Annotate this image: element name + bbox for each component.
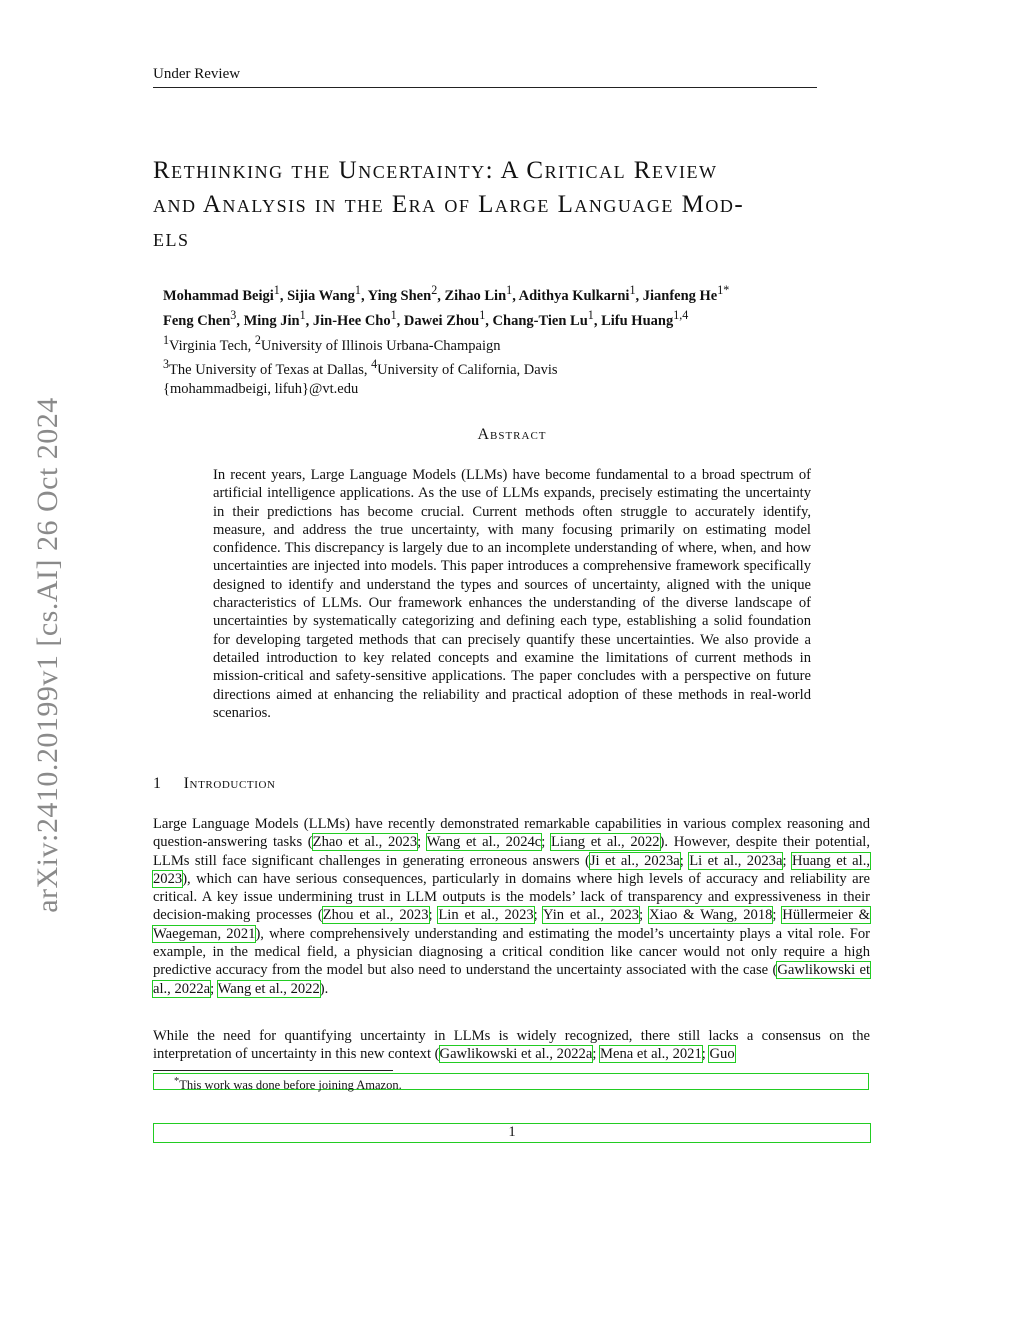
author-affiliation-mark: 1 (587, 307, 594, 322)
section-title: Introduction (183, 775, 276, 792)
citation-link[interactable]: Huang et al., 2023 (153, 852, 871, 887)
affiliation-line-1: $^1$Virginia Tech, $^2$University of Illinois Urbana-Champaign (163, 332, 501, 354)
author-name: Adithya Kulkarni (518, 287, 630, 304)
author-name: Ying Shen (367, 287, 432, 304)
running-header: Under Review (153, 66, 817, 88)
footnote-rule (153, 1070, 393, 1071)
section-number: 1 (153, 775, 162, 792)
author-line-1: Mohammad Beigi$^1$, Sijia Wang$^1$, Ying Shen$^2$, Zihao Lin$^1$, Adithya Kulkarni$^1$, Jianfeng $He^{1*}$ (163, 283, 730, 304)
author-affiliation-mark: 2 (431, 283, 438, 297)
author-affiliation-mark: 1 (629, 283, 636, 297)
author-affiliation-mark: 1* (717, 283, 730, 297)
citation-link[interactable]: Liang et al., 2022 (551, 834, 660, 851)
author-name: Sijia Wang (287, 287, 355, 304)
author-affiliation-mark: 1,4 (673, 307, 689, 322)
author-name: Dawei Zhou (403, 312, 480, 329)
title-line-2: and Analysis in the Era of Large Language Mod- (153, 191, 745, 218)
intro-paragraph-1: Large Language Models (LLMs) have recently demonstrated remarkable capabilities in various complex reasoning and question-answering tasks (Zhao et al., 2023; Wang et al., 2024c; Liang et al., 2022). However, despite their potential, LLMs still face significant challenges in generating erroneous answers (Ji et al., 2023a; Li et al., 2023a; Huang et al., 2023), which can have serious consequences, particularly in domains where high levels of accuracy and reliability are critical. A key issue undermining trust in LLM outputs is the models’ lack of transparency and expressiveness in their decision-making processes (Zhou et al., 2023; Lin et al., 2023; Yin et al., 2023; Xiao & Wang, 2018; Hüllermeier & Waegeman, 2021), where comprehensively understanding and estimating the model’s uncertainty plays a vital role. For example, in the medical field, a physician diagnosing a critical condition like cancer would not only require a high predictive accuracy from the model but also need to understand the uncertainty associated with the case (Gawlikowski et al., 2022a; Wang et al., 2022). (153, 816, 871, 997)
citation-link[interactable]: Gawlikowski et al., 2022a (153, 962, 870, 997)
author-name: Jin-Hee Cho (312, 312, 391, 329)
author-name: Lifu Huang (601, 312, 674, 329)
citation-link[interactable]: Yin et al., 2023 (543, 907, 640, 924)
affiliation-line-2: $^3$The University of Texas at Dallas, $^4$University of California, Davis (163, 357, 558, 379)
author-line-2: Feng Chen$^3$, Ming Jin$^1$, Jin-Hee Cho$^1$, Dawei Zhou$^1$, Chang-Tien Lu$^1$, Lifu Huang$^{1,4}$ (163, 307, 689, 329)
author-name: Chang-Tien Lu (492, 312, 588, 329)
author-affiliation-mark: 1 (506, 283, 513, 297)
author-name: Zihao Lin (444, 287, 507, 304)
author-name: Ming Jin (243, 312, 300, 329)
title-line-3: els (153, 225, 190, 252)
footnote-mark: * (174, 1076, 180, 1087)
arxiv-id: arXiv:2410.20199v1 [cs.AI] 26 Oct 2024 (31, 397, 64, 913)
author-affiliation-mark: 1 (390, 307, 397, 322)
citation-link[interactable]: Zhao et al., 2023 (312, 834, 418, 851)
author-name: Mohammad Beigi (163, 287, 274, 304)
citation-link[interactable]: Zhou et al., 2023 (322, 907, 429, 924)
citation-link[interactable]: Hüllermeier & Waegeman, 2021 (153, 907, 870, 942)
author-affiliation-mark: 3 (230, 307, 237, 322)
paper-title (153, 154, 875, 256)
abstract-heading: Abstract (477, 426, 547, 443)
citation-link[interactable]: Ji et al., 2023a (589, 852, 680, 869)
intro-paragraph-2: While the need for quantifying uncertainty in LLMs is widely recognized, there still lacks a consensus on the interpretation of uncertainty in this new context (Gawlikowski et al., 2022a; Mena et al., 2021; Guo (153, 1028, 870, 1063)
author-name: Jianfeng He (642, 287, 718, 304)
citation-link[interactable]: Xiao & Wang, 2018 (648, 907, 773, 924)
citation-link[interactable]: Li et al., 2023a (689, 852, 783, 869)
footnote[interactable] (153, 1073, 869, 1093)
citation-link[interactable]: Guo (709, 1046, 735, 1063)
abstract-text: In recent years, Large Language Models (LLMs) have become fundamental to a broad spectrum of artificial intelligence applications. As the use of LLMs expands, precisely estimating the uncertainty in their predictions has become crucial. Current methods often struggle to accurately identify, measure, and address the true uncertainty, with many focusing primarily on estimating model confidence. This discrepancy is largely due to an incomplete understanding of where, when, and how uncertainties are injected into models. This paper introduces a comprehensive framework specifically designed to identify and understand the types and sources of uncertainty, aligned with the unique characteristics of LLMs. Our framework enhances the understanding of the diverse landscape of uncertainties by systematically categorizing and defining each type, establishing a solid foundation for developing targeted methods that can precisely quantify these uncertainties. We also provide a detailed introduction to key related concepts and examine the limitations of current methods in mission-critical and safety-sensitive applications. The paper concludes with a perspective on future directions aimed at enhancing the reliability and practical adoption of these methods in real-world scenarios. (213, 467, 811, 721)
author-affiliation-mark: 1 (479, 307, 486, 322)
citation-link[interactable]: Lin et al., 2023 (438, 907, 534, 924)
author-affiliation-mark: 1 (273, 283, 280, 297)
citation-link[interactable]: Wang et al., 2024c (426, 834, 542, 851)
arxiv-side-stamp (28, 370, 68, 940)
citation-link[interactable]: Wang et al., 2022 (217, 980, 320, 997)
author-affiliation-mark: 1 (299, 307, 306, 322)
citation-link[interactable]: Mena et al., 2021 (600, 1046, 702, 1063)
citation-link[interactable]: Gawlikowski et al., 2022a (439, 1046, 593, 1063)
footnote-text: This work was done before joining Amazon. (179, 1078, 402, 1093)
section-heading (153, 775, 276, 793)
author-affiliation-mark: 1 (354, 283, 361, 297)
author-block (163, 281, 863, 399)
page-number[interactable]: 1 (153, 1123, 871, 1143)
author-name: Feng Chen (163, 312, 231, 329)
title-line-1: Rethinking the Uncertainty: A Critical Review (153, 157, 718, 184)
author-email: {mohammadbeigi, lifuh}@vt.edu (163, 381, 359, 398)
